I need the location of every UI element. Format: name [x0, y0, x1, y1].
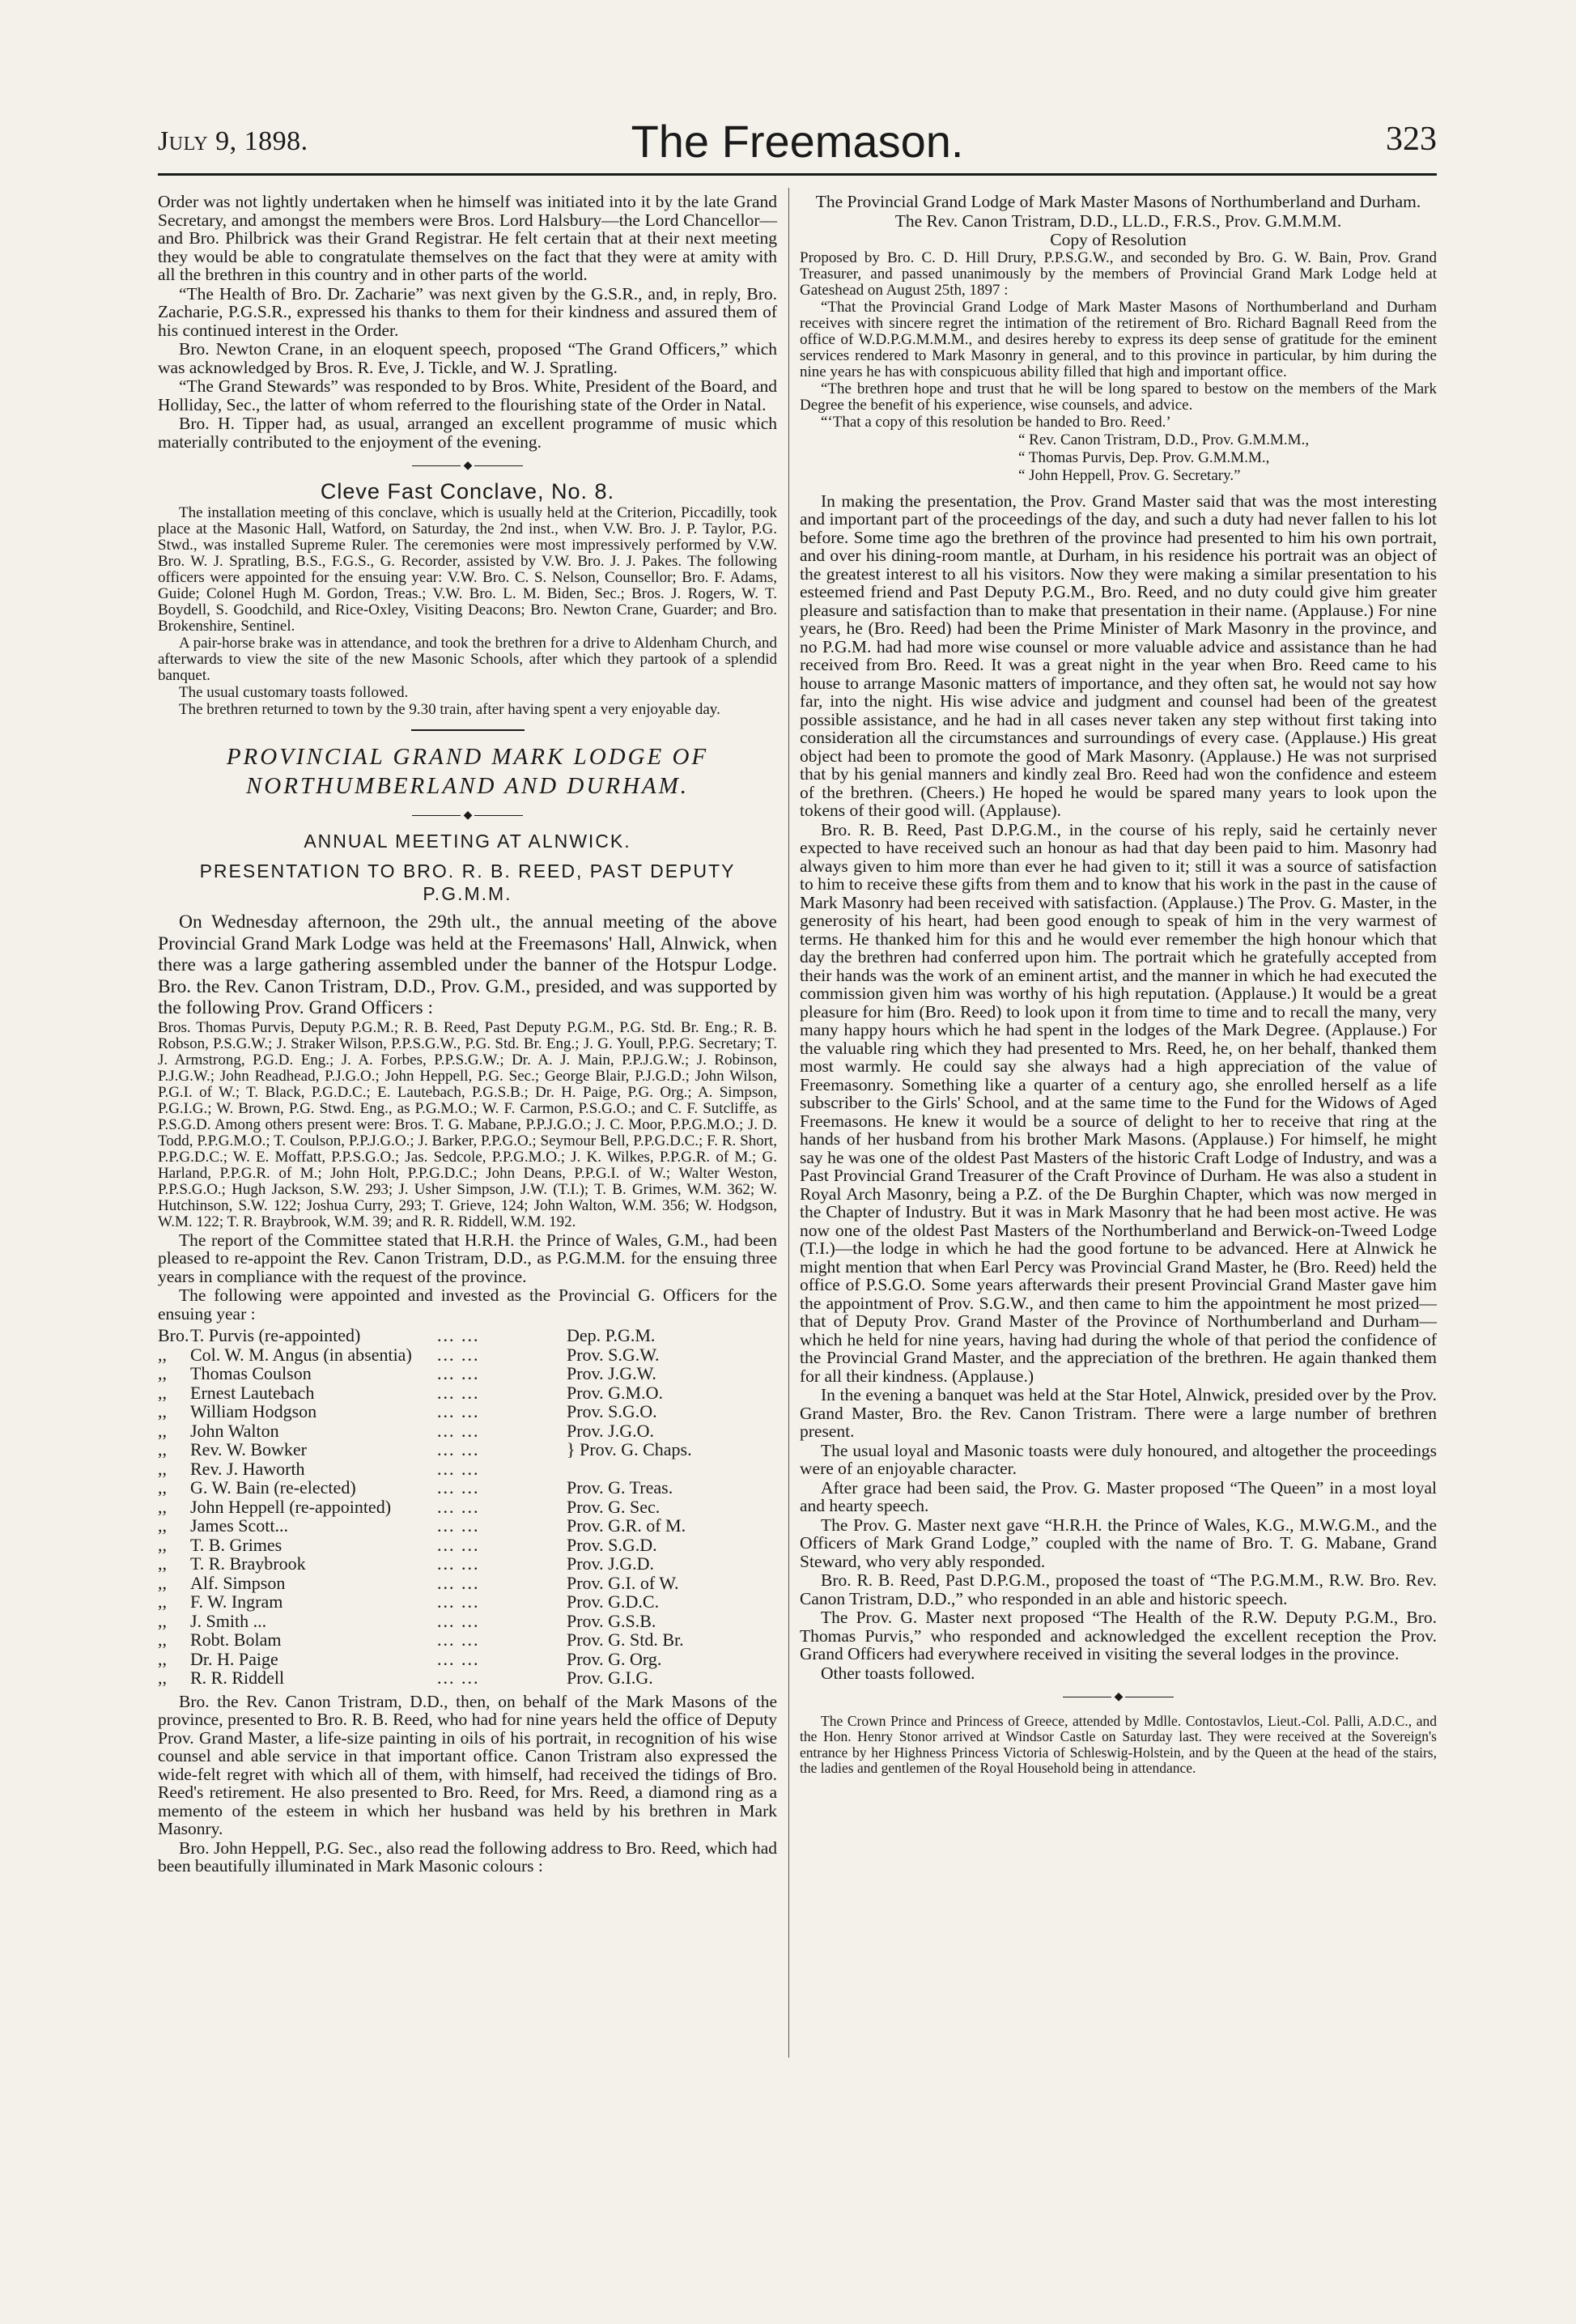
officer-row: [158, 1440, 777, 1459]
paragraph: Bro. R. B. Reed, Past D.P.G.M., in the course of his reply, said he certainly never expected to have received such an honour as had that day been paid to him. Masonry had always given to him more than ever he had given to it; still it was a source of satisfaction to him to receive these gifts from them and to know that his work in the past in the cause of Mark Masonry had been received with satisfaction. (Applause.) The Prov. G. Master, in the generosity of his heart, had been good enough to speak of him in the very warmest of terms. He thanked him for this and he would ever remember the high honour which that day the brethren had conferred upon him. The portrait which he gratefully accepted from their hands was the work of an eminent artist, and the manner in which he had executed the commission given him was worthy of his high reputation. (Applause.) It would be a great pleasure for him (Bro. Reed) to look upon it from time to time and to recall the many, very many happy hours which he had spent in the lodges of the Mark Degree. (Applause.) For the valuable ring which they had presented to Mrs. Reed, he, on her behalf, thanked them most warmly. He could say she always had a high appreciation of the value of Freemasonry. Something like a quarter of a century ago, she enrolled herself as a life subscriber to the Girls' School, and at the same time to the Fund for the Widows of Aged Freemasons. He knew it would be a source of delight to her to receive that ring at the hands of her husband from his brother Mark Masons. (Applause.) For himself, he might say he was one of the oldest Past Masters of the historic Craft Lodge of Industry, and was a Past Provincial Grand Treasurer of the Craft Province of Durham. He was also a student in Royal Arch Masonry, being a P.Z. of the De Burghin Chapter, which was now merged in the Chapter of Industry. But it was in Mark Masonry that he had been most active. He was now one of the oldest Past Masters of the Northumberland and Berwick-on-Tweed Lodge (T.I.)—the lodge in which he had the good fortune to be advanced. Here at Alnwick he might mention that when Earl Percy was Provincial Grand Master, he (Bro. Reed) held the office of P.S.G.O. Some years afterwards their present Provincial Grand Master gave him the appointment of Prov. S.G.W., and then came to him the appointment he most prized—that of Deputy Prov. Grand Master of the Province of Northumberland and Durham—which he held for nine years, having had during the whole of that period the confidence of the Provincial Grand Master, and the appreciation of the brethren. He again thanked them for all their kindness. (Applause.): [800, 819, 1437, 1386]
officer-rank: Prov. G.I.G.: [567, 1668, 653, 1688]
leader-dots: ... ...: [437, 1420, 480, 1441]
officer-name: Alf. Simpson: [190, 1572, 286, 1593]
page-number: 323: [1386, 121, 1437, 158]
officer-name: F. W. Ingram: [190, 1591, 283, 1612]
officer-row: [158, 1345, 777, 1365]
officer-prefix: ,,: [158, 1401, 167, 1421]
paragraph: Other toasts followed.: [821, 1663, 975, 1683]
officer-rank: Prov. G. Sec.: [567, 1496, 661, 1517]
officer-name: Rev. J. Haworth: [190, 1458, 305, 1479]
resolution-paragraph: “The brethren hope and trust that he will be long spared to bestow on the members of the Mark Degree the benefit of his experience, wise counsels, and advice.: [800, 380, 1437, 414]
leader-dots: ... ...: [437, 1515, 480, 1536]
officer-name: John Heppell (re-appointed): [190, 1496, 392, 1517]
officer-row: [158, 1421, 777, 1441]
officer-rank: Prov. S.G.W.: [567, 1344, 660, 1365]
officer-name: William Hodgson: [190, 1401, 317, 1421]
address-heading: The Rev. Canon Tristram, D.D., LL.D., F.R.S., Prov. G.M.M.M.: [894, 210, 1342, 231]
signature-line: “ Rev. Canon Tristram, D.D., Prov. G.M.M.M.,: [1018, 431, 1310, 448]
paragraph: “The Grand Stewards” was responded to by Bros. White, President of the Board, and Holliday, Sec., the latter of whom referred to the flourishing state of the Order in Natal.: [158, 376, 777, 414]
officer-rank: Prov. G.S.B.: [567, 1610, 656, 1631]
officer-rank: Prov. G.M.O.: [567, 1382, 663, 1403]
officer-name: Thomas Coulson: [190, 1363, 312, 1383]
address-heading: The Provincial Grand Lodge of Mark Master Masons of Northumberland and Durham.: [815, 192, 1421, 211]
paragraph: The brethren returned to town by the 9.30 train, after having spent a very enjoyable day.: [179, 701, 720, 718]
officer-prefix: ,,: [158, 1572, 167, 1593]
officer-prefix: ,,: [158, 1591, 167, 1612]
officers-table: [158, 1326, 777, 1688]
left-column: [158, 193, 777, 1876]
leader-dots: ... ...: [437, 1325, 480, 1345]
officer-prefix: ,,: [158, 1534, 167, 1555]
officer-row: [158, 1650, 777, 1669]
officer-rank: [567, 1459, 777, 1479]
paragraph: The Prov. G. Master next proposed “The Health of the R.W. Deputy P.G.M., Bro. Thomas Purvis,” who responded and acknowledged the excellent reception the Prov. Grand Officers had everywhere received in visiting the several lodges in the province.: [800, 1608, 1437, 1663]
leader-dots: ... ...: [437, 1477, 480, 1498]
officer-row: [158, 1554, 777, 1574]
paragraph: The installation meeting of this conclave, which is usually held at the Criterion, Piccadilly, took place at the Masonic Hall, Watford, on Saturday, the 2nd inst., when V.W. Bro. J. P. Taylor, P.G. Stwd., was installed Supreme Ruler. The ceremonies were most impressively performed by V.W. Bro. W. J. Spratling, B.S., F.G.S., G. Recorder, assisted by V.W. Bro. J. J. Pakes. The following officers were appointed for the ensuing year: V.W. Bro. C. S. Nelson, Counsellor; Bro. F. Adams, Guide; Colonel Hugh M. Gordon, Treas.; V.W. Bro. L. M. Biden, Sec.; Bros. J. Rogers, W. T. Boydell, S. Goodchild, and Rice-Oxley, Visiting Deacons; Bro. Newton Crane, Guarder; and Bro. Brokenshire, Sentinel.: [158, 504, 777, 635]
officer-rank: Prov. J.G.W.: [567, 1363, 656, 1383]
issue-date: July 9, 1898.: [158, 126, 308, 156]
officer-prefix: ,,: [158, 1629, 167, 1650]
masthead-rule: [158, 173, 1437, 176]
leader-dots: ... ...: [437, 1344, 480, 1365]
officer-row: [158, 1630, 777, 1650]
leader-dots: ... ...: [437, 1648, 480, 1669]
leader-dots: ... ...: [437, 1668, 480, 1688]
paragraph: “The Health of Bro. Dr. Zacharie” was next given by the G.S.R., and, in reply, Bro. Zacharie, P.G.S.R., expressed his thanks to them for their kindness and assured them of his continued interest in the Order.: [158, 283, 777, 340]
leader-dots: ... ...: [437, 1401, 480, 1421]
paragraph: The Prov. G. Master next gave “H.R.H. the Prince of Wales, K.G., M.W.G.M., and the Officers of Mark Grand Lodge,” coupled with the name of Bro. T. G. Mabane, Grand Steward, who very ably responded.: [800, 1515, 1437, 1571]
officer-row: [158, 1326, 777, 1345]
officer-prefix: ,,: [158, 1477, 167, 1498]
paragraph: In making the presentation, the Prov. Grand Master said that was the most interesting and important part of the proceedings of the day, and such a duty had never fallen to his lot before. Some time ago the brethren of the province had presented to him his own portrait, and over his dining-room mantle, at Durham, in his residence his portrait was an object of the greatest interest to all his visitors. Now they were making a similar presentation to his esteemed friend and Past Deputy P.G.M., Bro. Reed, and no duty could give him greater pleasure and satisfaction than to make that presentation in their name. (Applause.) For nine years, he (Bro. Reed) had been the Prime Minister of Mark Masonry in the province, and no P.G.M. had had more wise counsel or more valuable advice and assistance than he had received from Bro. Reed. It was a great night in the year when Bro. Reed came to his house to arrange Masonic matters of importance, and they often sat, he would not say how far, into the night. His wise advice and judgment and counsel had been of the greatest possible assistance, and he had in all cases never taken any step without first taking into consideration all the circumstances and surroundings of every case. (Applause.) His great object had been to promote the good of Mark Masonry. (Applause.) He was not surprised that by his genial manners and kindly zeal Bro. Reed had won the confidence and esteem of the brethren. (Cheers.) He hoped he would be spared many years to look upon the tokens of their good will. (Applause).: [800, 491, 1437, 820]
ornament-divider: ◆: [158, 457, 777, 476]
officer-name: John Walton: [190, 1420, 279, 1441]
newspaper-title: The Freemason.: [631, 116, 964, 167]
paragraph: Bro. John Heppell, P.G. Sec., also read the following address to Bro. Reed, which had been beautifully illuminated in Mark Masonic colours :: [158, 1838, 777, 1876]
officer-row: [158, 1536, 777, 1555]
section-heading: Cleve Fast Conclave, No. 8.: [320, 478, 615, 503]
officer-prefix: ,,: [158, 1458, 167, 1479]
officer-name: Col. W. M. Angus (in absentia): [190, 1344, 412, 1365]
leader-dots: ... ...: [437, 1629, 480, 1650]
paragraph: On Wednesday afternoon, the 29th ult., the annual meeting of the above Provincial Grand Mark Lodge was held at the Freemasons' Hall, Alnwick, when there was a large gathering assembled under the banner of the Hotspur Lodge. Bro. the Rev. Canon Tristram, D.D., Prov. G.M., presided, and was supported by the following Prov. Grand Officers :: [158, 911, 777, 1018]
officer-rank: Prov. G. Treas.: [567, 1477, 673, 1498]
leader-dots: ... ...: [437, 1382, 480, 1403]
leader-dots: ... ...: [437, 1496, 480, 1517]
leader-dots: ... ...: [437, 1553, 480, 1574]
officer-name: T. R. Braybrook: [190, 1553, 306, 1574]
officer-row: [158, 1574, 777, 1593]
leader-dots: ... ...: [437, 1363, 480, 1383]
officer-rank: } Prov. G. Chaps.: [567, 1439, 692, 1459]
officer-prefix: ,,: [158, 1496, 167, 1517]
ornament-divider: ◆: [158, 807, 777, 826]
officer-rank: Prov. G.I. of W.: [567, 1572, 679, 1593]
officer-rank: Prov. G.R. of M.: [567, 1515, 686, 1536]
article-subheading: PRESENTATION TO BRO. R. B. REED, PAST DEPUTY P.G.M.M.: [199, 860, 736, 904]
officer-name: Rev. W. Bowker: [190, 1439, 308, 1459]
leader-dots: ... ...: [437, 1534, 480, 1555]
paragraph: The usual customary toasts followed.: [179, 684, 409, 701]
officer-rank: Prov. G. Std. Br.: [567, 1629, 684, 1650]
article-subheading: ANNUAL MEETING AT ALNWICK.: [304, 830, 631, 852]
paragraph: Bro. R. B. Reed, Past D.P.G.M., proposed the toast of “The P.G.M.M., R.W. Bro. Rev. Canon Tristram, D.D.,” who responded in an able and historic speech.: [800, 1570, 1437, 1608]
signature-line: “ John Heppell, Prov. G. Secretary.”: [1018, 466, 1241, 484]
news-item: The Crown Prince and Princess of Greece, attended by Mdlle. Contostavlos, Lieut.-Col. Palli, A.D.C., and the Hon. Henry Stonor arrived at Windsor Castle on Saturday last. They were received at the Sovereign's entrance by her Highness Princess Victoria of Schleswig-Holstein, and by the Queen at the head of the stairs, the ladies and gentlemen of the Royal Household being in attendance.: [800, 1712, 1437, 1776]
officer-row: [158, 1459, 777, 1479]
officer-row: [158, 1364, 777, 1383]
officer-prefix: ,,: [158, 1363, 167, 1383]
officer-prefix: ,,: [158, 1439, 167, 1459]
officer-rank: Prov. S.G.D.: [567, 1534, 657, 1555]
address-heading: Copy of Resolution: [1050, 230, 1187, 249]
officer-prefix: ,,: [158, 1668, 167, 1688]
officer-row: [158, 1383, 777, 1403]
officer-name: R. R. Riddell: [190, 1668, 285, 1688]
officer-row: [158, 1668, 777, 1688]
right-column: [800, 193, 1437, 1778]
officer-name: James Scott...: [190, 1515, 288, 1536]
officer-prefix: Bro.: [158, 1325, 189, 1345]
officer-prefix: ,,: [158, 1515, 167, 1536]
officer-rank: Prov. G.D.C.: [567, 1591, 660, 1612]
paragraph: The report of the Committee stated that H.R.H. the Prince of Wales, G.M., had been pleased to re-appoint the Rev. Canon Tristram, D.D., as P.G.M.M. for the ensuing three years in compliance with the request of the province.: [158, 1230, 777, 1286]
leader-dots: ... ...: [437, 1458, 480, 1479]
officer-prefix: ,,: [158, 1420, 167, 1441]
paragraph: In the evening a banquet was held at the Star Hotel, Alnwick, presided over by the Prov. Grand Master, Bro. the Rev. Canon Tristram. There were a large number of brethren present.: [800, 1385, 1437, 1441]
paragraph: The usual loyal and Masonic toasts were duly honoured, and altogether the proceedings were of an enjoyable character.: [800, 1440, 1437, 1478]
officer-name: G. W. Bain (re-elected): [190, 1477, 356, 1498]
paragraph: Proposed by Bro. C. D. Hill Drury, P.P.S.G.W., and seconded by Bro. G. W. Bain, Prov. Grand Treasurer, and passed unanimously by the members of Provincial Grand Mark Lodge held at Gateshead on August 25th, 1897 :: [800, 249, 1437, 299]
article-heading: PROVINCIAL GRAND MARK LODGE OF NORTHUMBERLAND AND DURHAM.: [226, 744, 709, 799]
resolution-paragraph: “‘That a copy of this resolution be handed to Bro. Reed.’: [821, 413, 1171, 431]
officers-table-body: [158, 1326, 777, 1688]
paragraph: The following were appointed and invested as the Provincial G. Officers for the ensuing year :: [158, 1285, 777, 1323]
officer-prefix: ,,: [158, 1344, 167, 1365]
paragraph: A pair-horse brake was in attendance, and took the brethren for a drive to Aldenham Church, and afterwards to view the site of the new Masonic Schools, after which they partook of a splendid banquet.: [158, 635, 777, 684]
officer-name: Dr. H. Paige: [190, 1648, 278, 1669]
officer-rank: Prov. G. Org.: [567, 1648, 662, 1669]
officer-prefix: ,,: [158, 1610, 167, 1631]
leader-dots: ... ...: [437, 1572, 480, 1593]
officer-prefix: ,,: [158, 1382, 167, 1403]
officer-rank: Prov. J.G.O.: [567, 1420, 654, 1441]
officer-row: [158, 1498, 777, 1517]
officer-rank: Prov. S.G.O.: [567, 1401, 657, 1421]
officers-paragraph: Bros. Thomas Purvis, Deputy P.G.M.; R. B. Reed, Past Deputy P.G.M., P.G. Std. Br. Eng.; R. B. Robson, P.S.G.W.; J. Straker Wilson, P.P.S.G.W., P.G. Std. Br. Eng.; J. G. Youll, P.P.G. Secretary; T. J. Armstrong, P.G.D. Eng.; J. A. Forbes, P.P.S.G.W.; Dr. A. J. Main, P.P.J.G.W.; J. Robinson, P.J.G.W.; John Readhead, P.J.G.O.; John Heppell, P.G. Sec.; George Blair, P.J.G.D.; John Wilson, P.G.I. of W.; T. Black, P.G.D.C.; E. Lautebach, P.G.S.B.; Dr. H. Paige, P.G. Org.; A. Simpson, P.G.I.G.; W. Brown, P.G. Stwd. Eng., as P.G.M.O.; W. F. Carmon, P.S.G.O.; and C. F. Sutcliffe, as P.S.G.D. Among others present were: Bros. T. G. Mabane, P.P.J.G.O.; J. C. Moor, P.P.G.M.O.; J. D. Todd, P.P.G.M.O.; T. Coulson, P.P.J.G.O.; J. Barker, P.P.G.O.; Seymour Bell, P.P.G.D.C.; F. R. Short, P.P.G.D.C.; W. E. Moffatt, P.P.S.G.O.; Jas. Sedcole, P.P.G.M.O.; J. K. Wilkes, P.P.G.R. of M.; G. Harland, P.P.G.R. of M.; John Holt, P.P.G.D.C.; John Deans, P.P.G.I. of W.; Walter Weston, P.P.S.G.O.; Hugh Jackson, S.W. 293; J. Usher Simpson, J.W. (T.I.); T. B. Grimes, W.M. 362; W. Hutchinson, S.W. 122; Joshua Curry, 293; T. Grieve, 124; John Walton, W.M. 356; W. Hodgson, W.M. 122; T. R. Braybrook, W.M. 39; and R. R. Riddell, W.M. 192.: [158, 1018, 777, 1230]
column-divider: [788, 188, 789, 2058]
paragraph: Bro. Newton Crane, in an eloquent speech, proposed “The Grand Officers,” which was acknowledged by Bros. R. Eve, J. Tickle, and W. J. Spratling.: [158, 339, 777, 377]
officer-row: [158, 1612, 777, 1631]
officer-name: T. Purvis (re-appointed): [190, 1325, 361, 1345]
officer-rank: Prov. J.G.D.: [567, 1553, 654, 1574]
leader-dots: ... ...: [437, 1610, 480, 1631]
officer-row: [158, 1516, 777, 1536]
officer-row: [158, 1592, 777, 1612]
officer-name: Robt. Bolam: [190, 1629, 282, 1650]
leader-dots: ... ...: [437, 1439, 480, 1459]
paragraph: After grace had been said, the Prov. G. Master proposed “The Queen” in a most loyal and hearty speech.: [800, 1477, 1437, 1515]
ornament-divider: ◆: [800, 1689, 1437, 1707]
officer-row: [158, 1402, 777, 1421]
resolution-paragraph: “That the Provincial Grand Lodge of Mark Master Masons of Northumberland and Durham receives with sincere regret the intimation of the retirement of Bro. Richard Bagnall Reed from the office of W.D.P.G.M.M.M., and desires hereby to express its deep sense of gratitude for the eminent services rendered to Mark Masonry in general, and to this province in particular, by him during the nine years he has with conspicuous ability filled that high and important office.: [800, 298, 1437, 380]
officer-prefix: ,,: [158, 1648, 167, 1669]
leader-dots: ... ...: [437, 1591, 480, 1612]
signature-line: “ Thomas Purvis, Dep. Prov. G.M.M.M.,: [1018, 448, 1270, 466]
officer-rank: Dep. P.G.M.: [567, 1325, 656, 1345]
masthead: [158, 115, 1437, 168]
section-rule: [411, 729, 525, 731]
paragraph: Bro. the Rev. Canon Tristram, D.D., then, on behalf of the Mark Masons of the province, presented to Bro. R. B. Reed, who had for nine years held the office of Deputy Prov. Grand Master, a life-size painting in oils of his portrait, in recognition of his wise counsel and able service in that important office. Canon Tristram also expressed the wide-felt regret with which all of them, with himself, had received the tidings of Bro. Reed's retirement. He also presented to Bro. Reed, for Mrs. Reed, a diamond ring as a memento of the esteem in which her husband was held by his brethren in Mark Masonry.: [158, 1691, 777, 1838]
officer-name: J. Smith ...: [190, 1610, 267, 1631]
officer-name: T. B. Grimes: [190, 1534, 282, 1555]
officer-row: [158, 1478, 777, 1498]
officer-name: Ernest Lautebach: [190, 1382, 315, 1403]
paragraph: Order was not lightly undertaken when he himself was initiated into it by the late Grand Secretary, and amongst the members were Bros. Lord Halsbury—the Lord Chancellor—and Bro. Philbrick was their Grand Registrar. He felt certain that at their next meeting they would be able to congratulate themselves on the fact that they were at amity with all the brethren in this country and in other parts of the world.: [158, 192, 777, 284]
paragraph: Bro. H. Tipper had, as usual, arranged an excellent programme of music which materially contributed to the enjoyment of the evening.: [158, 414, 777, 452]
officer-prefix: ,,: [158, 1553, 167, 1574]
